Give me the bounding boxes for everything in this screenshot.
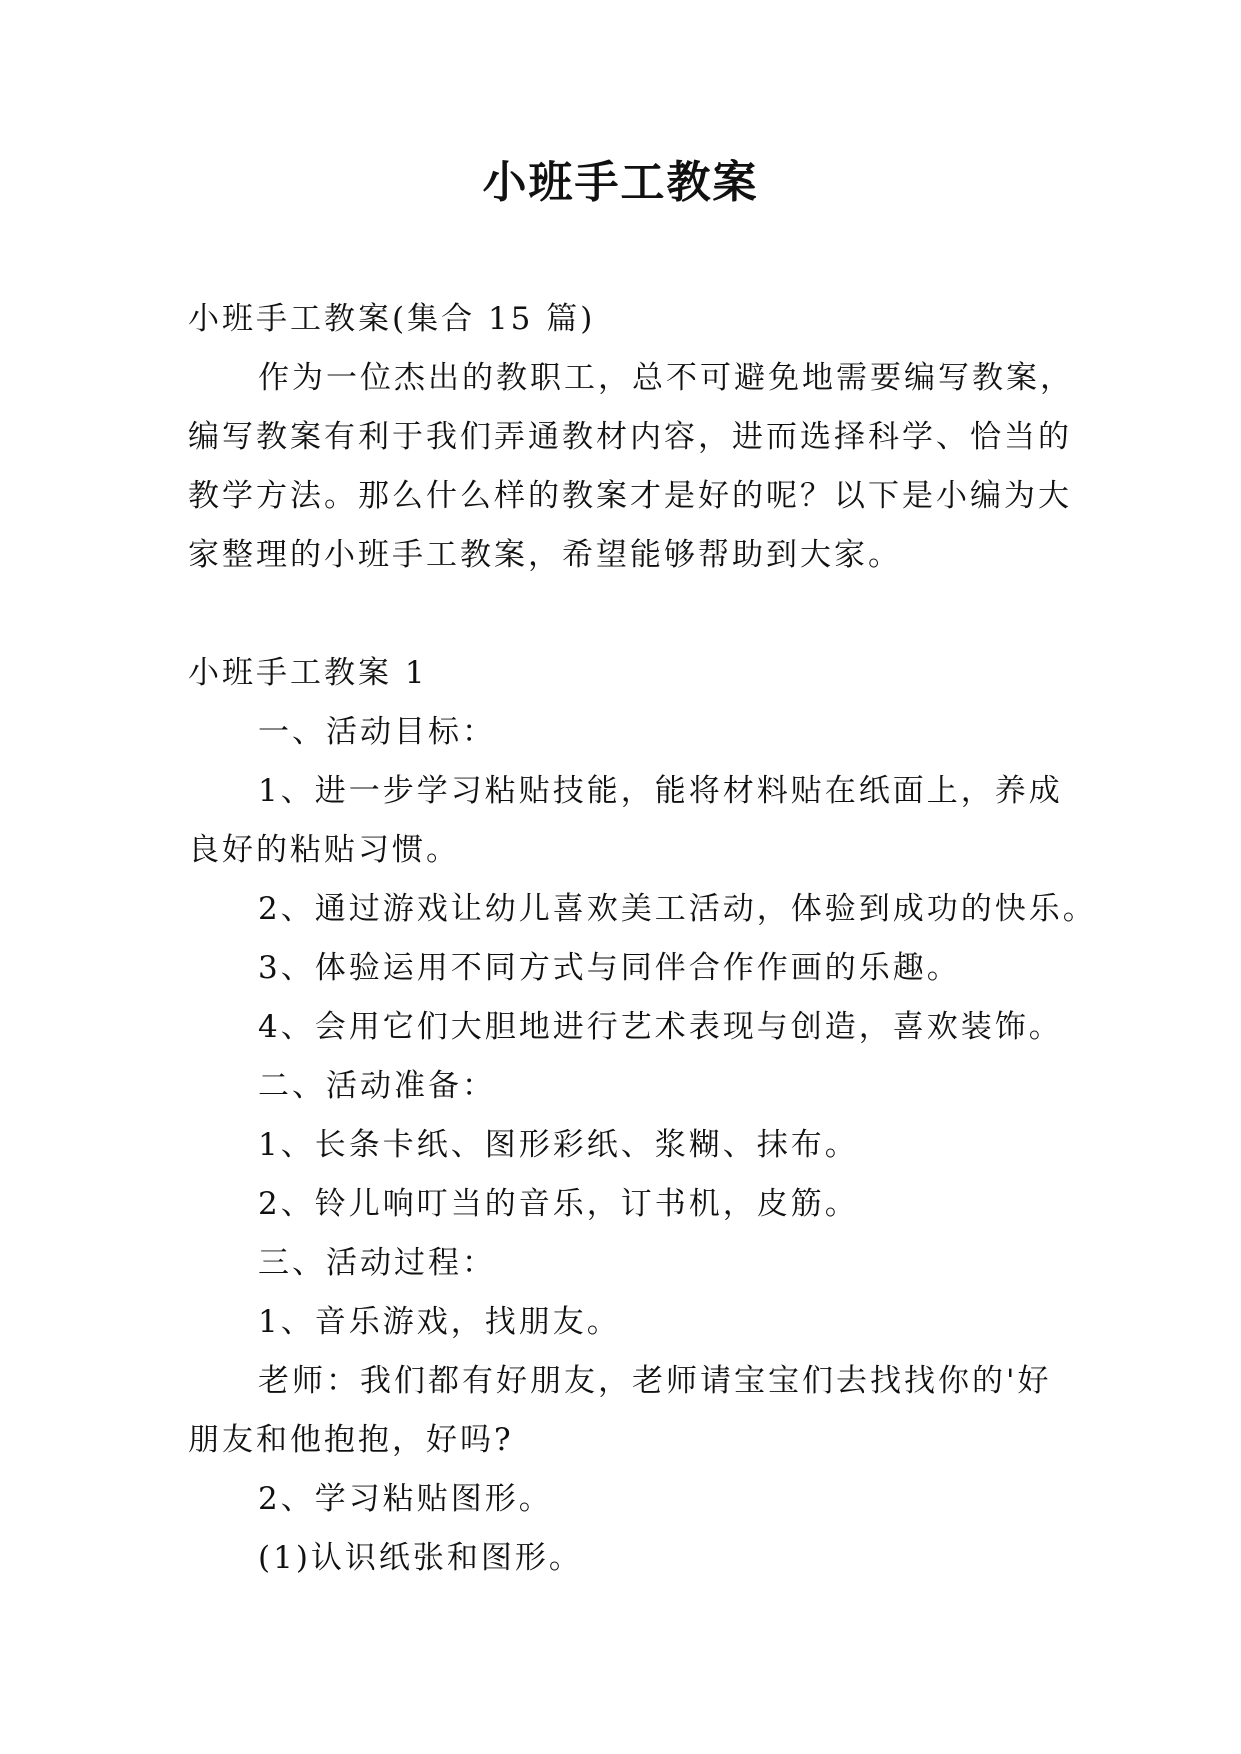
document-title: 小班手工教案 <box>482 157 759 208</box>
body-line: 4、会用它们大胆地进行艺术表现与创造，喜欢装饰。 <box>258 1009 1063 1045</box>
body-line: 3、体验运用不同方式与同伴合作作画的乐趣。 <box>258 950 961 986</box>
body-line: 二、活动准备： <box>258 1068 496 1104</box>
intro-line: 编写教案有利于我们弄通教材内容，进而选择科学、恰当的 <box>188 419 1072 455</box>
body-line: 朋友和他抱抱，好吗? <box>188 1422 514 1458</box>
body-line: 一、活动目标： <box>258 714 496 750</box>
paragraph-gap <box>188 585 1068 644</box>
body-line: 三、活动过程： <box>258 1245 496 1281</box>
document-body <box>188 290 1097 1588</box>
body-line: 2、学习粘贴图形。 <box>258 1481 553 1517</box>
body-line: 1、长条卡纸、图形彩纸、浆糊、抹布。 <box>258 1127 859 1163</box>
body-line: 2、铃儿响叮当的音乐，订书机，皮筋。 <box>258 1186 859 1222</box>
intro-line: 家整理的小班手工教案，希望能够帮助到大家。 <box>188 537 902 573</box>
body-line: 2、通过游戏让幼儿喜欢美工活动，体验到成功的快乐。 <box>258 891 1097 927</box>
intro-line: 教学方法。那么什么样的教案才是好的呢？以下是小编为大 <box>188 478 1072 514</box>
body-line: 良好的粘贴习惯。 <box>188 832 460 868</box>
body-line: 老师：我们都有好朋友，老师请宝宝们去找找你的'好 <box>258 1363 1052 1399</box>
intro-line: 作为一位杰出的教职工，总不可避免地需要编写教案， <box>258 360 1074 396</box>
body-line: (1)认识纸张和图形。 <box>258 1540 583 1576</box>
body-line: 1、音乐游戏，找朋友。 <box>258 1304 621 1340</box>
body-line: 1、进一步学习粘贴技能，能将材料贴在纸面上，养成 <box>258 773 1063 809</box>
document-subtitle: 小班手工教案(集合 15 篇) <box>188 301 596 337</box>
section-heading: 小班手工教案 1 <box>188 655 428 691</box>
